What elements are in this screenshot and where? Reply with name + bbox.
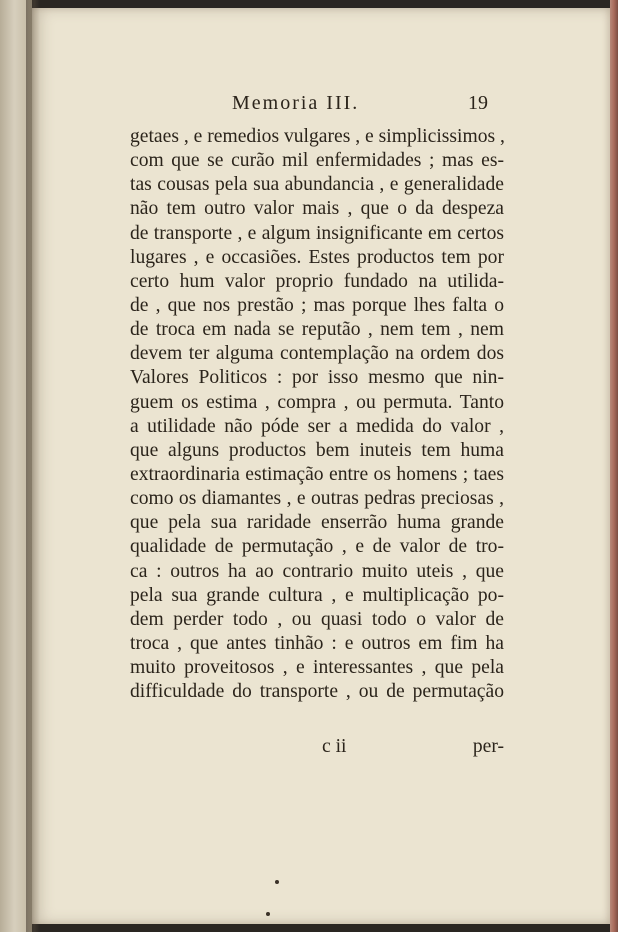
page-footer	[130, 736, 504, 760]
running-title: Memoria III.	[232, 92, 360, 114]
text-line: dem perder todo , ou quasi todo o valor de	[130, 608, 504, 630]
text-line: que alguns productos bem inuteis tem huma	[130, 439, 504, 461]
text-line: qualidade de permutação , e de valor de tro-	[130, 536, 504, 558]
text-line: como os diamantes , e outras pedras preciosas ,	[130, 488, 504, 510]
text-line: de , que nos prestão ; mas porque lhes falta o	[130, 294, 504, 316]
text-line: ca : outros ha ao contrario muito uteis , que	[130, 560, 504, 582]
body-text	[130, 125, 504, 704]
text-line: extraordinaria estimação entre os homens ; taes	[130, 463, 504, 485]
text-line: tas cousas pela sua abundancia , e generalidade	[130, 174, 504, 196]
page-number: 19	[468, 92, 488, 114]
text-line: lugares , e occasiões. Estes productos tem por	[130, 246, 504, 268]
text-line: pela sua grande cultura , e multiplicação po-	[130, 584, 504, 606]
text-line: de transporte , e algum insignificante em certos	[130, 222, 504, 244]
ink-speck	[266, 912, 270, 916]
signature-mark: c ii	[322, 736, 347, 757]
text-line: troca , que antes tinhão : e outros em fim ha	[130, 632, 504, 654]
text-line: certo hum valor proprio fundado na utilida-	[130, 270, 504, 292]
text-line: difficuldade do transporte , ou de permutação	[130, 681, 504, 703]
text-line: guem os estima , compra , ou permuta. Tanto	[130, 391, 504, 413]
gutter-shadow	[26, 0, 40, 932]
catchword: per-	[472, 736, 504, 757]
text-line: com que se curão mil enfermidades ; mas es-	[130, 150, 504, 172]
text-line: de troca em nada se reputão , nem tem , nem	[130, 319, 504, 341]
ink-speck	[275, 880, 279, 884]
text-line: muito proveitosos , e interessantes , que pela	[130, 657, 504, 679]
text-line: Valores Politicos : por isso mesmo que nin-	[130, 367, 504, 389]
page-edge-stain	[610, 0, 618, 932]
page-header	[232, 92, 488, 115]
text-line: devem ter alguma contemplação na ordem dos	[130, 343, 504, 365]
text-line: não tem outro valor mais , que o da despeza	[130, 198, 504, 220]
text-line: que pela sua raridade enserrão huma grande	[130, 512, 504, 534]
text-line: a utilidade não póde ser a medida do valor ,	[130, 415, 504, 437]
text-line: getaes , e remedios vulgares , e simplicissimos ,	[130, 126, 505, 147]
